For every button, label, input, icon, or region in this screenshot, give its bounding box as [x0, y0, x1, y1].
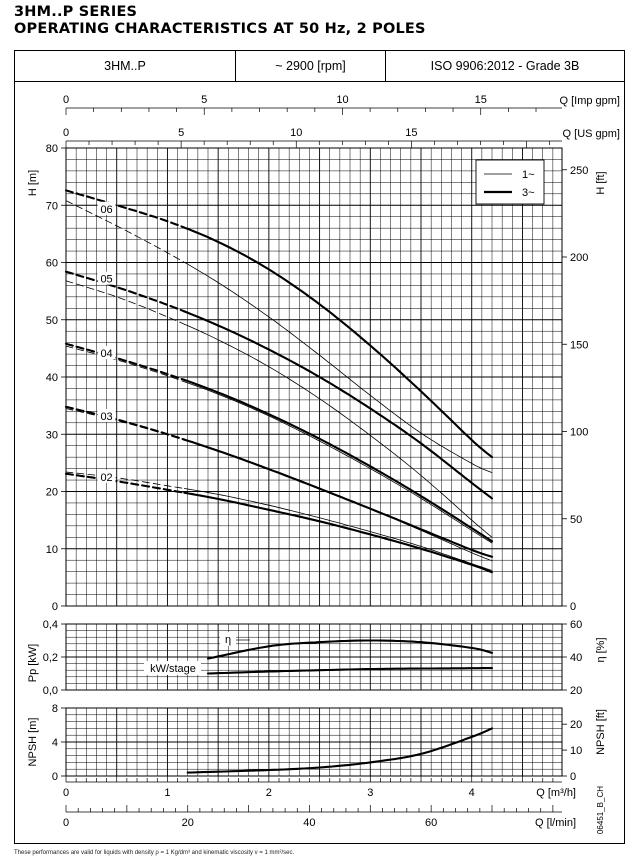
head-curve-04-three_phase-dashed [66, 344, 184, 380]
curve-label-05: 05 [100, 273, 113, 286]
head-curve-06-single_phase [184, 262, 492, 472]
head-curve-02-three_phase-dashed [66, 471, 184, 493]
head-m-title: H [m] [27, 169, 39, 197]
series-title: 3HM..P SERIES [14, 4, 138, 20]
head-curve-06-three_phase-dashed [66, 190, 184, 227]
efficiency-tick-label: 60 [570, 619, 583, 631]
header-model: 3HM..P [104, 59, 146, 73]
lmin-axis-tick-label: 20 [181, 817, 194, 829]
power-kw-tick-label: 0,2 [42, 652, 58, 664]
npsh-m-title: NPSH [m] [27, 717, 39, 767]
us-gpm-axis-tick-label: 10 [290, 127, 303, 139]
figure-code: 06451_B_CH [596, 785, 605, 835]
lmin-axis-tick-label: 0 [62, 817, 70, 829]
us-gpm-axis-tick-label: 15 [405, 127, 418, 139]
us-gpm-axis-tick-label: 0 [62, 127, 70, 139]
legend-label-single-phase: 1~ [522, 169, 535, 181]
chart-title: OPERATING CHARACTERISTICS AT 50 Hz, 2 POLES [14, 21, 426, 37]
npsh-m-tick-label: 0 [51, 771, 58, 783]
head-ft-tick-label: 150 [570, 339, 589, 352]
npsh-m-tick-label: 4 [51, 737, 58, 749]
head-ft-tick-label: 250 [570, 164, 589, 177]
m3h-axis-title: Q [m³/h] [536, 787, 576, 799]
m3h-axis-tick-label: 1 [164, 787, 171, 799]
header-standard: ISO 9906:2012 - Grade 3B [385, 51, 624, 81]
lmin-axis-title: Q [l/min] [535, 817, 576, 829]
curve-label-02: 02 [100, 471, 113, 484]
head-curve-04-single_phase-dashed [66, 346, 184, 382]
legend-label-three-phase: 3~ [522, 187, 535, 199]
head-ft-title: H [ft] [595, 171, 607, 195]
m3h-axis-tick-label: 3 [367, 787, 374, 799]
lmin-axis-tick-label: 40 [303, 817, 316, 829]
head-m-tick-label: 30 [45, 429, 58, 442]
imp-gpm-axis-title: Q [Imp gpm] [559, 95, 620, 107]
head-ft-tick-label: 0 [570, 601, 577, 613]
head-m-tick-label: 60 [45, 257, 58, 270]
head-m-tick-label: 40 [45, 372, 58, 384]
head-curve-06-single_phase-dashed [66, 201, 184, 263]
curve-label-04: 04 [100, 348, 113, 361]
power-curve-label: kW/stage [150, 663, 196, 675]
head-curve-05-three_phase [184, 311, 492, 498]
head-ft-tick-label: 100 [570, 426, 589, 439]
efficiency-tick-label: 40 [570, 652, 583, 664]
head-curve-05-single_phase [184, 324, 492, 537]
curve-label-06: 06 [100, 203, 113, 216]
imp-gpm-axis-tick-label: 15 [474, 94, 487, 106]
footnote: These performances are valid for liquids with density ρ = 1 Kg/dm³ and kinematic viscosity ν = 1 mm²/sec. [14, 850, 295, 856]
efficiency-tick-label: 20 [570, 685, 583, 697]
npsh-ft-tick-label: 20 [570, 719, 583, 732]
head-ft-tick-label: 50 [570, 513, 583, 526]
npsh-ft-tick-label: 0 [570, 771, 577, 783]
imp-gpm-axis-tick-label: 5 [201, 94, 208, 106]
head-curve-05-three_phase-dashed [66, 272, 184, 312]
curve-label-03: 03 [100, 411, 113, 424]
head-curve-04-three_phase [184, 380, 492, 541]
head-m-tick-label: 0 [51, 601, 58, 613]
head-m-tick-label: 80 [45, 143, 58, 155]
npsh-ft-title: NPSH [ft] [595, 709, 607, 755]
head-ft-tick-label: 200 [570, 252, 589, 265]
power-kw-title: Pp [kW] [27, 643, 39, 683]
power-kw-tick-label: 0,0 [42, 685, 58, 697]
head-curve-03-single_phase-dashed [66, 409, 184, 441]
head-curve-05-single_phase-dashed [66, 281, 184, 324]
efficiency-title: η [%] [595, 637, 607, 663]
efficiency-curve-label: η [224, 634, 232, 646]
power-kw-tick-label: 0,4 [42, 619, 58, 631]
head-m-tick-label: 70 [45, 200, 58, 213]
m3h-axis-tick-label: 0 [62, 787, 70, 799]
us-gpm-axis-tick-label: 5 [178, 127, 185, 139]
head-m-tick-label: 20 [45, 486, 58, 499]
head-m-tick-label: 10 [45, 543, 58, 556]
imp-gpm-axis-tick-label: 10 [336, 94, 349, 106]
lmin-axis-tick-label: 60 [425, 817, 438, 829]
npsh-m-tick-label: 8 [51, 703, 58, 715]
m3h-axis-tick-label: 2 [265, 787, 272, 799]
header-speed: ~ 2900 [rpm] [235, 51, 385, 81]
npsh-ft-tick-label: 10 [570, 745, 583, 758]
imp-gpm-axis-tick-label: 0 [62, 94, 70, 106]
head-m-tick-label: 50 [45, 314, 58, 327]
m3h-axis-tick-label: 4 [468, 787, 475, 799]
us-gpm-axis-title: Q [US gpm] [562, 128, 620, 140]
